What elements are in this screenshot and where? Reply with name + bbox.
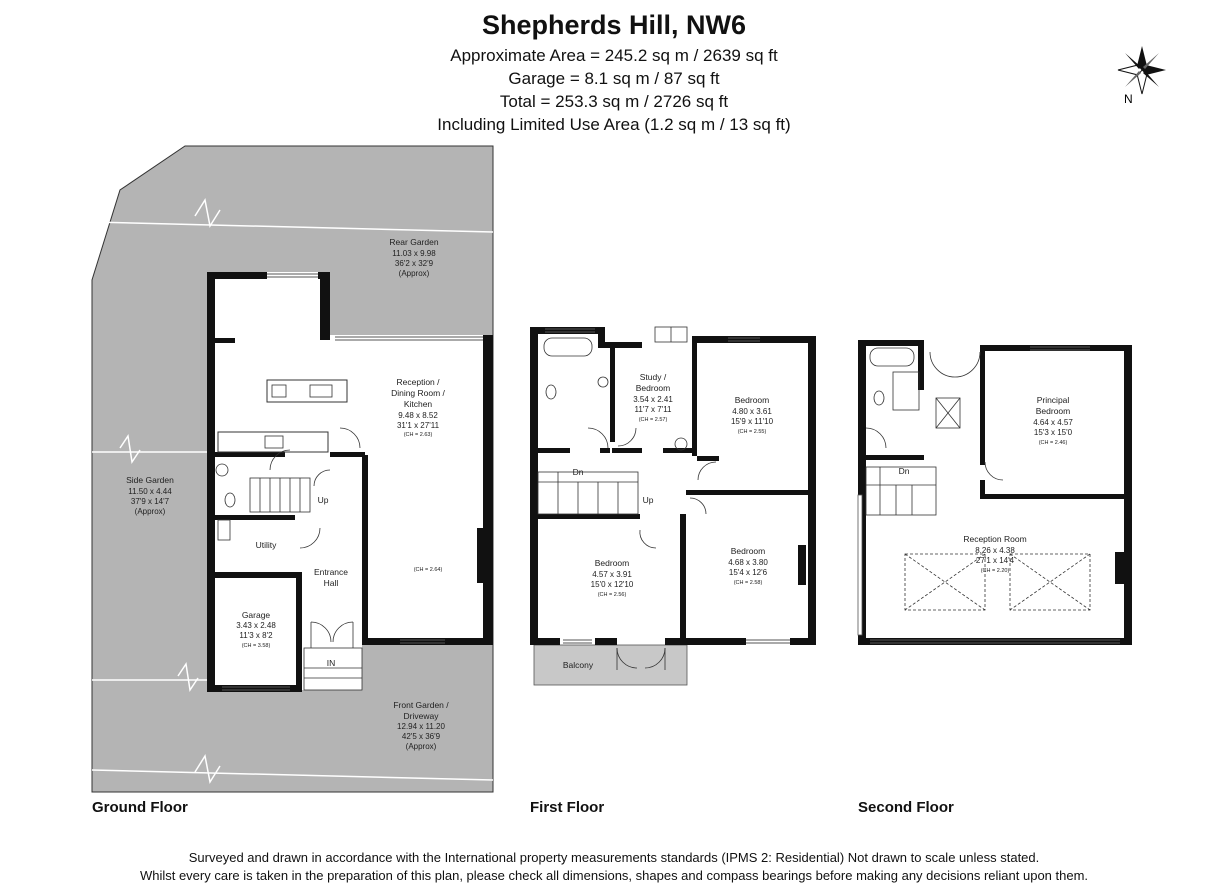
second-stair-dn: Dn [898, 466, 910, 476]
garage-imperial: 11'3 x 8'2 [239, 631, 273, 640]
first-floor-label: First Floor [530, 799, 605, 816]
rear-garden-name: Rear Garden [389, 237, 439, 247]
reception-name-2: Dining Room / [391, 388, 445, 398]
principal-bedroom-metric: 4.64 x 4.57 [1033, 418, 1073, 427]
study-imperial: 11'7 x 7'11 [634, 405, 672, 414]
garage-metric: 3.43 x 2.48 [236, 621, 276, 630]
reception-imperial: 31'1 x 27'11 [396, 421, 440, 430]
plan-title: Shepherds Hill, NW6 [481, 10, 747, 40]
utility-name: Utility [255, 540, 277, 550]
bedroom-sw-ceiling-height: (CH = 2.56) [597, 592, 627, 598]
bedroom-se-metric: 4.68 x 3.80 [728, 558, 768, 567]
entrance-hall-name: Entrance [313, 567, 349, 577]
ground-floor-label: Ground Floor [92, 799, 188, 816]
principal-bedroom-name: Principal [1036, 395, 1070, 405]
rear-garden-metric: 11.03 x 9.98 [392, 249, 436, 258]
principal-bedroom-ceiling-height: (CH = 2.46) [1038, 440, 1068, 446]
bedroom-ne-imperial: 15'9 x 11'10 [730, 417, 774, 426]
front-garden-note: (Approx) [405, 742, 437, 751]
bedroom-ne-metric: 4.80 x 3.61 [732, 407, 772, 416]
ground-stair-up: Up [317, 495, 329, 505]
area-line: Approximate Area = 245.2 sq m / 2639 sq ft [450, 46, 778, 65]
footer-disclaimer-1: Surveyed and drawn in accordance with the International property measurements standards (IPMS 2: Residential) Not drawn to scale unless stated. [188, 850, 1040, 865]
side-garden-metric: 11.50 x 4.44 [128, 487, 172, 496]
garage-ceiling-height: (CH = 3.58) [241, 643, 271, 649]
bedroom-se-imperial: 15'4 x 12'6 [728, 568, 768, 577]
bedroom-sw-name: Bedroom [594, 558, 630, 568]
first-stair-up: Up [642, 495, 654, 505]
compass-north-label: N [1124, 92, 1133, 106]
study-name-2: Bedroom [635, 383, 671, 393]
first-floor-plan [530, 327, 816, 685]
reception-room-name: Reception Room [963, 534, 1027, 544]
principal-bedroom-name-2: Bedroom [1035, 406, 1071, 416]
study-ceiling-height: (CH = 2.57) [638, 417, 668, 423]
reception-ceiling-height-2: (CH = 2.64) [413, 567, 443, 573]
garage-area-line: Garage = 8.1 sq m / 87 sq ft [508, 69, 720, 88]
bedroom-se-ceiling-height: (CH = 2.58) [733, 580, 763, 586]
balcony-name: Balcony [562, 660, 594, 670]
second-floor-label: Second Floor [858, 799, 954, 816]
rear-garden-imperial: 36'2 x 32'9 [394, 259, 434, 268]
reception-room-ceiling-height: (CH = 2.20) [980, 568, 1010, 574]
principal-bedroom-imperial: 15'3 x 15'0 [1033, 428, 1073, 437]
front-garden-name-2: Driveway [403, 711, 439, 721]
side-garden-note: (Approx) [134, 507, 166, 516]
side-garden-imperial: 37'9 x 14'7 [130, 497, 170, 506]
study-name: Study / [639, 372, 667, 382]
reception-room-metric: 8.26 x 4.38 [975, 546, 1015, 555]
rear-garden-note: (Approx) [398, 269, 430, 278]
reception-name-3: Kitchen [403, 399, 433, 409]
entrance-hall-name-2: Hall [323, 578, 339, 588]
study-metric: 3.54 x 2.41 [633, 395, 673, 404]
entry-marker: IN [326, 658, 336, 668]
first-stair-dn: Dn [572, 467, 584, 477]
reception-name: Reception / [396, 377, 440, 387]
ground-floor-plan [92, 146, 493, 792]
garage-name: Garage [241, 610, 271, 620]
front-garden-imperial: 42'5 x 36'9 [401, 732, 441, 741]
limited-use-line: Including Limited Use Area (1.2 sq m / 13 sq ft) [437, 115, 791, 134]
reception-room-imperial: 27'1 x 14'4 [975, 556, 1015, 565]
compass-icon [1118, 46, 1166, 106]
footer-disclaimer-2: Whilst every care is taken in the preparation of this plan, please check all dimensions, shapes and compass bearings before making any decisions reliant upon them. [139, 868, 1089, 883]
front-garden-name: Front Garden / [393, 700, 449, 710]
bedroom-se-name: Bedroom [730, 546, 766, 556]
front-garden-metric: 12.94 x 11.20 [397, 722, 445, 731]
bedroom-ne-ceiling-height: (CH = 2.55) [737, 429, 767, 435]
bedroom-ne-name: Bedroom [734, 395, 770, 405]
second-floor-plan [858, 340, 1132, 645]
total-area-line: Total = 253.3 sq m / 2726 sq ft [499, 92, 729, 111]
bedroom-sw-imperial: 15'0 x 12'10 [590, 580, 634, 589]
bedroom-sw-metric: 4.57 x 3.91 [592, 570, 632, 579]
side-garden-name: Side Garden [126, 475, 174, 485]
reception-metric: 9.48 x 8.52 [398, 411, 438, 420]
reception-ceiling-height: (CH = 2.63) [403, 432, 433, 438]
